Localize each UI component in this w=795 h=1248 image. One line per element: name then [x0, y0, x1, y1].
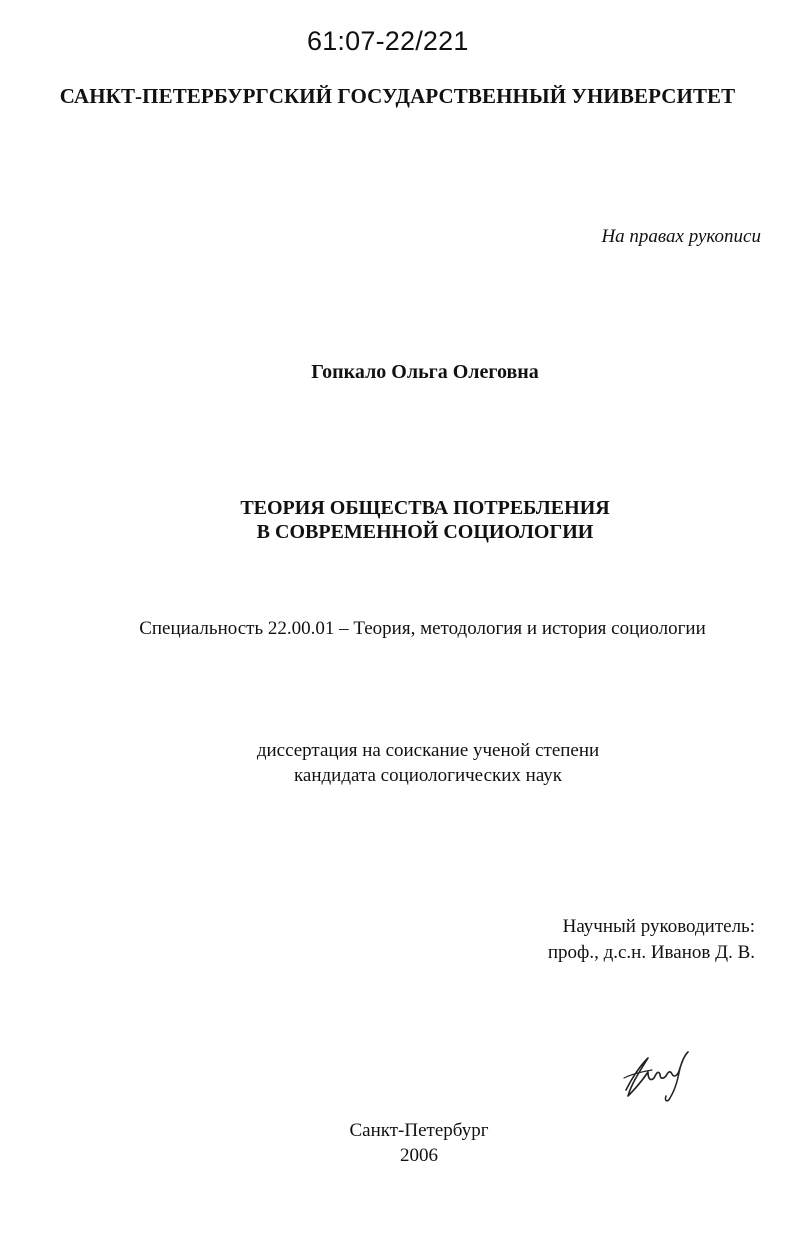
handwritten-signature-icon [618, 1048, 700, 1104]
dissertation-title [0, 496, 795, 544]
year: 2006 [400, 1145, 438, 1166]
degree-statement [0, 738, 795, 788]
title-line-1: ТЕОРИЯ ОБЩЕСТВА ПОТРЕБЛЕНИЯ [240, 497, 610, 519]
place-and-year [0, 1118, 795, 1168]
city: Санкт-Петербург [349, 1120, 489, 1141]
title-line-2: В СОВРЕМЕННОЙ СОЦИОЛОГИИ [256, 521, 594, 543]
author-name: Гопкало Ольга Олеговна [311, 361, 539, 383]
university-name: САНКТ-ПЕТЕРБУРГСКИЙ ГОСУДАРСТВЕННЫЙ УНИВЕРСИТЕТ [59, 84, 736, 108]
rights-note: На правах рукописи [601, 226, 761, 247]
supervisor-label: Научный руководитель: [562, 916, 755, 937]
specialty-line: Специальность 22.00.01 – Теория, методология и история социологии [139, 618, 706, 639]
catalog-number: 61:07-22/221 [307, 26, 469, 56]
degree-line-2: кандидата социологических наук [293, 765, 563, 786]
supervisor-block [548, 914, 755, 966]
degree-line-1: диссертация на соискание ученой степени [256, 740, 600, 761]
supervisor-name: проф., д.с.н. Иванов Д. В. [547, 942, 755, 963]
